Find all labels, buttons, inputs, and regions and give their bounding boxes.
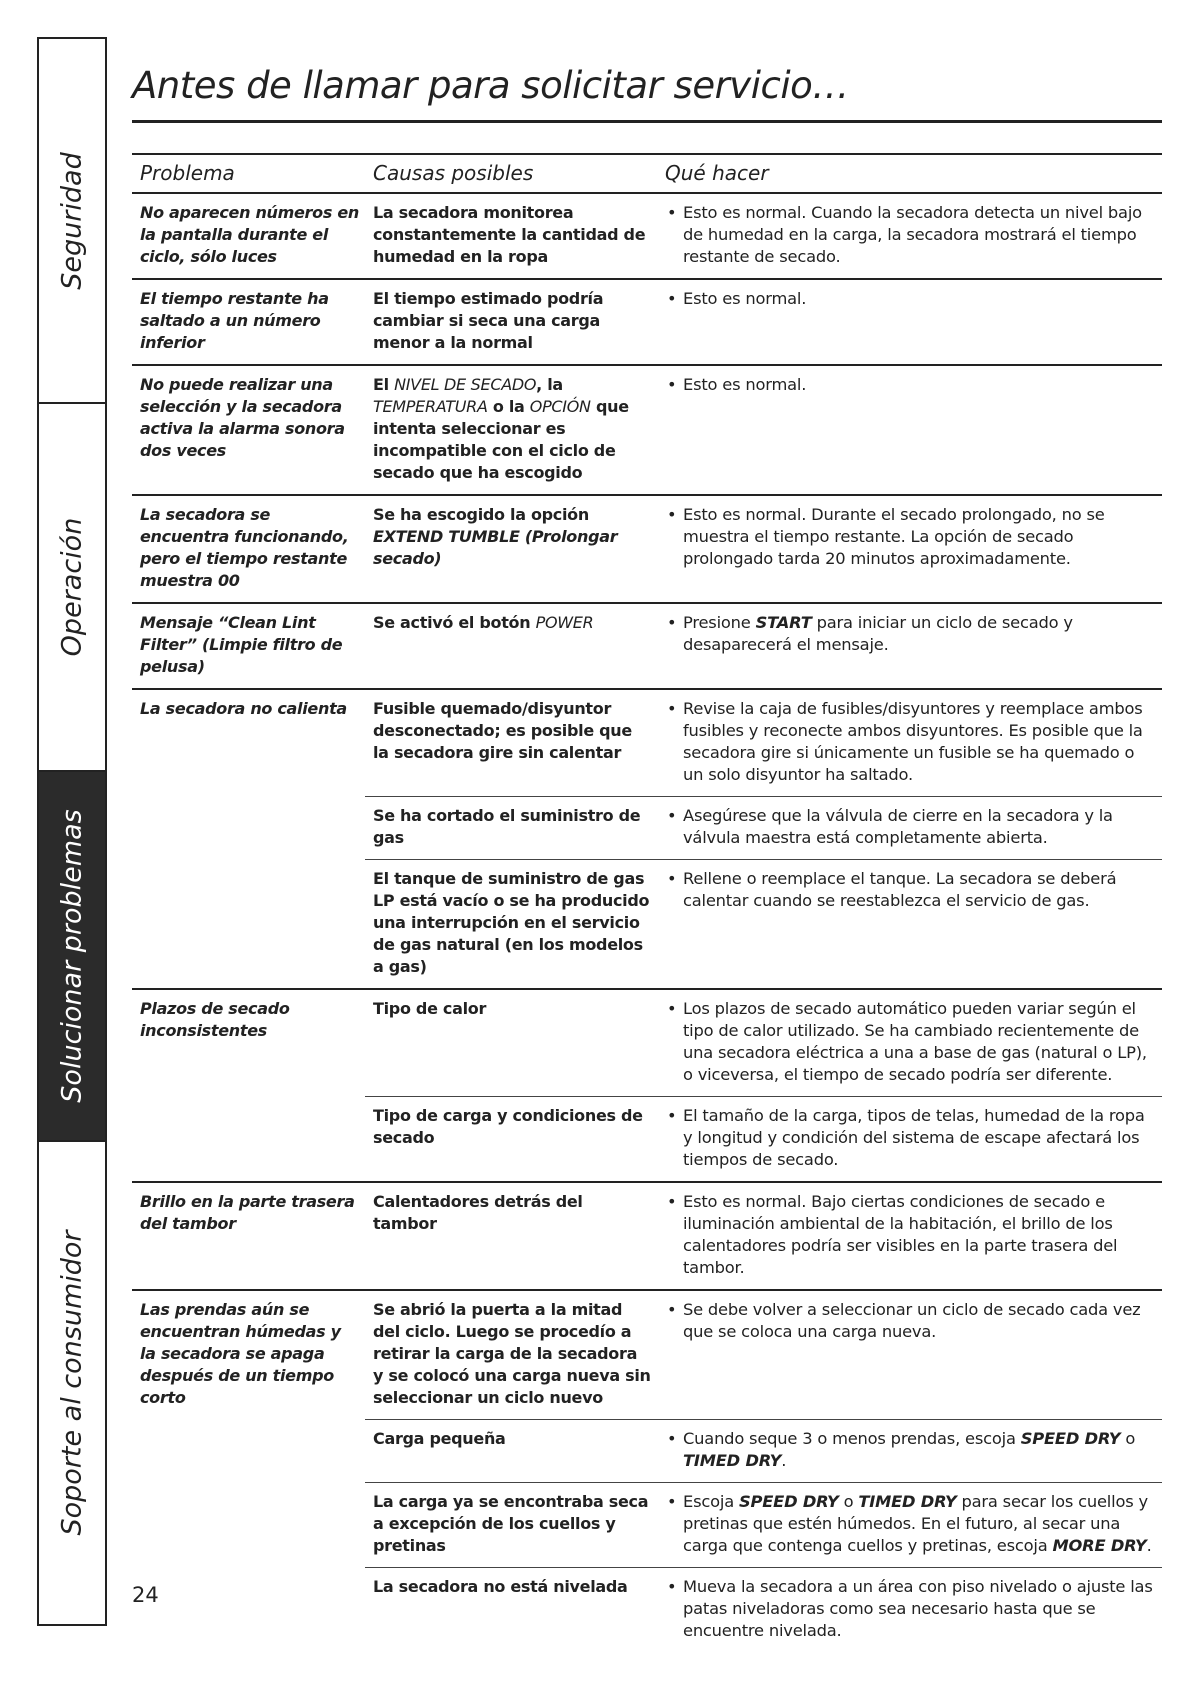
action-text: Se debe volver a seleccionar un ciclo de secado cada vez que se coloca una carga nueva. [683,1300,1141,1341]
keyword-nivel-de-secado: NIVEL DE SECADO [394,375,537,394]
cause-cell: Fusible quemado/disyuntor desconectado; es posible que la secadora gire sin calentar [365,689,657,797]
action-text: Mueva la secadora a un área con piso nivelado o ajuste las patas niveladoras como sea necesario hasta que se encuentre nivelada. [683,1577,1153,1640]
action-cell [657,1420,1162,1483]
page-title: Antes de llamar para solicitar servicio… [132,64,849,107]
table-row [132,1290,1162,1420]
table-header-row [132,154,1162,193]
cause-cell: La secadora monitorea constantemente la cantidad de humedad en la ropa [365,193,657,279]
cause-cell: Tipo de calor [365,989,657,1097]
tab-label: Soporte al consumidor [56,1230,88,1536]
bullet-icon: • [667,1300,677,1319]
tab-operacion[interactable] [39,404,105,772]
title-rule [132,120,1162,123]
tab-label: Operación [56,517,88,657]
keyword-more-dry: MORE DRY [1052,1536,1147,1555]
bullet-icon: • [667,869,677,888]
bullet-icon: • [667,1106,677,1125]
bullet-icon: • [667,375,677,394]
keyword-opcion: OPCIÓN [529,397,591,416]
cause-cell: Tipo de carga y condiciones de secado [365,1097,657,1183]
bullet-icon: • [667,806,677,825]
action-text: Los plazos de secado automático pueden variar según el tipo de calor utilizado. Se ha cambiado recientemente de una secadora eléctrica a una a base de gas (natural o LP), o viceversa, el tiempo de secado podría ser diferente. [683,999,1147,1084]
keyword-timed-dry: TIMED DRY [683,1451,782,1470]
action-cell [657,495,1162,603]
bullet-icon: • [667,699,677,718]
page-number: 24 [132,1583,159,1607]
cause-text: Se activó el botón [373,613,536,632]
cause-cell [365,603,657,689]
section-sidebar [37,37,107,1626]
bullet-icon: • [667,1492,677,1511]
keyword-temperatura: TEMPERATURA [373,397,488,416]
action-text: Esto es normal. Cuando la secadora detecta un nivel bajo de humedad en la carga, la secadora mostrará el tiempo restante de secado. [683,203,1142,266]
tab-solucionar-problemas[interactable] [39,772,105,1142]
action-cell [657,603,1162,689]
action-cell [657,365,1162,495]
problem-cell: Plazos de secado inconsistentes [132,989,365,1182]
problem-cell: Mensaje “Clean Lint Filter” (Limpie filtro de pelusa) [132,603,365,689]
problem-cell: La secadora se encuentra funcionando, pero el tiempo restante muestra 00 [132,495,365,603]
action-cell [657,1182,1162,1290]
bullet-icon: • [667,1577,677,1596]
action-cell [657,860,1162,990]
cause-text: , la [536,375,563,394]
tab-soporte-al-consumidor[interactable] [39,1142,105,1624]
problem-cell: El tiempo restante ha saltado a un número inferior [132,279,365,365]
keyword-speed-dry: SPEED DRY [738,1492,839,1511]
action-cell [657,1568,1162,1653]
cause-text: Se ha escogido la opción [373,505,589,524]
action-text: Esto es normal. Durante el secado prolongado, no se muestra el tiempo restante. La opción de secado prolongado tarda 20 minutos aproximadamente. [683,505,1105,568]
cause-cell: El tiempo estimado podría cambiar si seca una carga menor a la normal [365,279,657,365]
cause-cell: La carga ya se encontraba seca a excepción de los cuellos y pretinas [365,1483,657,1568]
cause-cell: El tanque de suministro de gas LP está vacío o se ha producido una interrupción en el servicio de gas natural (en los modelos a gas) [365,860,657,990]
cause-cell: Carga pequeña [365,1420,657,1483]
action-text: Esto es normal. [683,375,807,394]
action-cell [657,689,1162,797]
action-cell [657,989,1162,1097]
action-cell [657,1483,1162,1568]
cause-cell [365,495,657,603]
cause-cell: Se abrió la puerta a la mitad del ciclo. Luego se procedío a retirar la carga de la secadora y se colocó una carga nueva sin seleccionar un ciclo nuevo [365,1290,657,1420]
bullet-icon: • [667,1429,677,1448]
keyword-speed-dry: SPEED DRY [1020,1429,1121,1448]
keyword-extend-tumble: EXTEND TUMBLE (Prolongar secado) [373,527,618,568]
action-text: . [1146,1536,1152,1555]
action-cell [657,193,1162,279]
bullet-icon: • [667,505,677,524]
action-text: Rellene o reemplace el tanque. La secadora se deberá calentar cuando se reestablezca el servicio de gas. [683,869,1117,910]
action-text: para iniciar un ciclo de secado y desaparecerá el mensaje. [683,613,1073,654]
problem-cell: Brillo en la parte trasera del tambor [132,1182,365,1290]
bullet-icon: • [667,999,677,1018]
cause-text: o la [487,397,530,416]
bullet-icon: • [667,289,677,308]
action-text: El tamaño de la carga, tipos de telas, humedad de la ropa y longitud y condición del sistema de escape afectará los tiempos de secado. [683,1106,1145,1169]
cause-cell: La secadora no está nivelada [365,1568,657,1653]
problem-cell: No puede realizar una selección y la secadora activa la alarma sonora dos veces [132,365,365,495]
table-row [132,989,1162,1097]
header-problem: Problema [132,154,365,193]
table-row [132,495,1162,603]
header-action: Qué hacer [657,154,1162,193]
table-row [132,689,1162,797]
table-row [132,1182,1162,1290]
action-cell [657,1097,1162,1183]
table-row [132,193,1162,279]
action-text: para secar los cuellos y pretinas que estén húmedos. En el futuro, al secar una carga que contenga cuellos y pretinas, escoja [683,1492,1148,1555]
action-cell [657,797,1162,860]
problem-cell: La secadora no calienta [132,689,365,989]
action-cell [657,279,1162,365]
table-row [132,365,1162,495]
bullet-icon: • [667,1192,677,1211]
tab-label: Solucionar problemas [56,809,88,1103]
action-text: Esto es normal. Bajo ciertas condiciones de secado e iluminación ambiental de la habitación, el brillo de los calentadores podría ser visibles en la parte trasera del tambor. [683,1192,1118,1277]
bullet-icon: • [667,203,677,222]
action-text: Cuando seque 3 o menos prendas, escoja [683,1429,1021,1448]
table-row [132,279,1162,365]
problem-cell: No aparecen números en la pantalla durante el ciclo, sólo luces [132,193,365,279]
problem-cell: Las prendas aún se encuentran húmedas y la secadora se apaga después de un tiempo corto [132,1290,365,1652]
tab-seguridad[interactable] [39,39,105,404]
table-row [132,603,1162,689]
header-causes: Causas posibles [365,154,657,193]
troubleshooting-table [132,153,1162,1652]
keyword-timed-dry: TIMED DRY [858,1492,957,1511]
action-text: Revise la caja de fusibles/disyuntores y reemplace ambos fusibles y reconecte ambos disyuntores. Es posible que la secadora gire si únicamente un fusible se ha quemado o un solo disyuntor ha saltado. [683,699,1143,784]
cause-cell: Se ha cortado el suministro de gas [365,797,657,860]
action-text: Asegúrese que la válvula de cierre en la secadora y la válvula maestra está completamente abierta. [683,806,1113,847]
action-text: o [1120,1429,1136,1448]
action-text: o [838,1492,859,1511]
action-text: Escoja [683,1492,739,1511]
action-text: Esto es normal. [683,289,807,308]
keyword-start: START [755,613,812,632]
cause-cell [365,365,657,495]
action-text: . [781,1451,787,1470]
tab-label: Seguridad [56,151,88,290]
action-cell [657,1290,1162,1420]
cause-cell: Calentadores detrás del tambor [365,1182,657,1290]
cause-text: que intenta seleccionar es incompatible con el ciclo de secado que ha escogido [373,397,629,482]
cause-text: El [373,375,395,394]
keyword-power: POWER [535,613,594,632]
bullet-icon: • [667,613,677,632]
action-text: Presione [683,613,756,632]
